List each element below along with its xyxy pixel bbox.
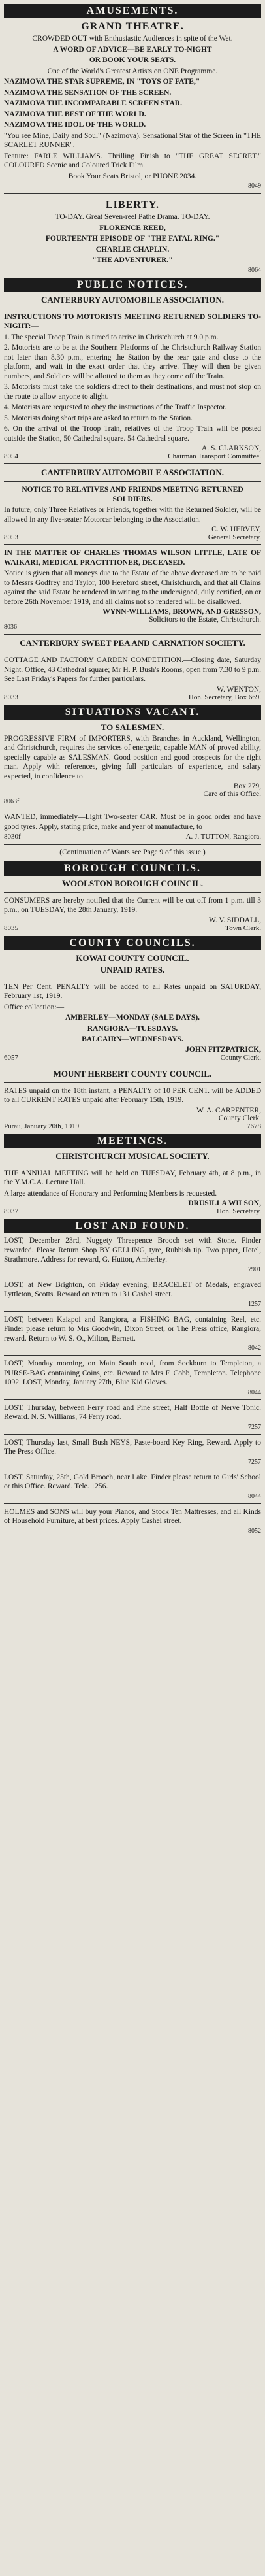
ad-ref: 8049	[248, 182, 261, 190]
meetings-header: MEETINGS.	[4, 1134, 261, 1148]
signature-title: Solicitors to the Estate, Christchurch.	[149, 616, 261, 624]
notice-text: CONSUMERS are hereby notified that the Current will be cut off from 1 p.m. till 3 p.m., on TUESDAY, the 28th January, 1919.	[4, 896, 261, 914]
lost-item	[4, 1473, 261, 1500]
place-date: Purau, January 20th, 1919.	[4, 1122, 81, 1130]
assoc-title: CANTERBURY AUTOMOBILE ASSOCIATION.	[41, 294, 224, 305]
lost-text: LOST, between Kaiapoi and Rangiora, a FISHING BAG, containing Reel, etc. Finder please return to Mrs Goodwin, Dixon Street, or The Press office, Rangiora, reward. Return to W. S. O., Milton, Barnett.	[4, 1315, 261, 1343]
grand-theatre-ad	[4, 34, 261, 190]
signature-title: Hon. Secretary.	[216, 1207, 261, 1215]
lost-item	[4, 1403, 261, 1431]
ref: 6057	[4, 1053, 18, 1062]
place-item: BALCAIRN—WEDNESDAYS.	[82, 1035, 183, 1043]
instruction-item: 2. Motorists are to be at the Southern Platforms of the Christchurch Railway Station not later than 8.30 p.m., entering the Station by the rear gate and close to the platform, and wait in the exact order that they arrive. They will then be given numbers, and Soldiers will be allotted to them as they come off the Train.	[4, 344, 261, 380]
ad-line: NAZIMOVA THE BEST OF THE WORLD.	[4, 110, 146, 118]
box-office: Care of this Office.	[203, 790, 261, 798]
meeting-text: THE ANNUAL MEETING will be held on TUESDAY, February 4th, at 8 p.m., in the Y.M.C.A. Lecture Hall.	[4, 1169, 261, 1186]
unpaid-rates-title: UNPAID RATES.	[100, 964, 165, 975]
ref: 7678	[247, 1122, 261, 1130]
ad-line: NAZIMOVA THE INCOMPARABLE SCREEN STAR.	[4, 99, 182, 107]
ad-line: Book Your Seats Bristol, or PHONE 2034.	[68, 172, 197, 180]
salesmen-text: PROGRESSIVE FIRM of IMPORTERS, with Branches in Auckland, Wellington, and Christchurch, requires the services of energetic, capable MAN of proved ability, specially capable as SALESMAN. Good position and good prospects for the right man. Apply with references, giving full particulars of experience, and salary expected, in confidence to	[4, 734, 261, 780]
lost-text: HOLMES and SONS will buy your Pianos, and Stock Ten Mattresses, and all Kinds of Household Furniture, at best prices. Apply Cashel street.	[4, 1507, 261, 1525]
signature-title: County Clerk.	[218, 1114, 261, 1122]
signature: W. A. CARPENTER,	[196, 1106, 261, 1114]
estate-title: IN THE MATTER OF CHARLES THOMAS WILSON LITTLE, LATE OF WAIKARI, MEDICAL PRACTITIONER, DECEASED.	[4, 549, 261, 567]
signature-title: Hon. Secretary, Box 669.	[188, 693, 261, 701]
ad-line: NAZIMOVA THE SENSATION OF THE SCREEN.	[4, 88, 172, 97]
notice-text: TEN Per Cent. PENALTY will be added to all Rates unpaid on SATURDAY, February 1st, 1919.	[4, 982, 261, 1000]
ad-line: OR BOOK YOUR SEATS.	[89, 56, 176, 64]
county-header: COUNTY COUNCILS.	[4, 936, 261, 950]
society-title: CHRISTCHURCH MUSICAL SOCIETY.	[55, 1150, 210, 1161]
notice-text: In future, only Three Relatives or Friends, together with the Returned Soldier, will be allowed in any five-seater Motorcar belonging to the Association.	[4, 506, 261, 524]
ad-line: NAZIMOVA THE IDOL OF THE WORLD.	[4, 121, 146, 129]
ref: 8044	[248, 1492, 261, 1500]
notice-title: NOTICE TO RELATIVES AND FRIENDS MEETING RETURNED SOLDIERS.	[22, 486, 243, 503]
liberty-line: "THE ADVENTURER."	[92, 256, 173, 264]
ad-line: One of the World's Greatest Artists on ONE Programme.	[47, 67, 218, 75]
liberty-line: FLORENCE REED,	[99, 224, 166, 232]
signature: A. S. CLARKSON,	[201, 444, 261, 452]
lost-text: LOST, Monday morning, on Main South road, from Sockburn to Templeton, a PURSE-BAG containing Coins, etc. Reward to Mrs F. Cobb, Templeton. Telephone 1092. LOST, Monday, January 27th, Blue Kid Gloves.	[4, 1360, 261, 1386]
ref: 8035	[4, 924, 18, 932]
council-title: KOWAI COUNTY COUNCIL.	[76, 952, 189, 963]
lost-text: LOST, Thursday last, Small Bush NEYS, Paste-board Key Ring, Reward. Apply to The Press Office.	[4, 1438, 261, 1456]
signature: W. V. SIDDALL,	[209, 916, 261, 924]
signature: W. WENTON,	[217, 685, 261, 694]
borough-header: BOROUGH COUNCILS.	[4, 861, 261, 876]
liberty-ref: 8064	[248, 266, 261, 274]
ref: 7257	[248, 1458, 261, 1465]
lost-found-header: LOST AND FOUND.	[4, 1219, 261, 1233]
signature: A. J. TUTTON, Rangiora.	[185, 833, 261, 841]
instructions-title: INSTRUCTIONS TO MOTORISTS MEETING RETURNED SOLDIERS TO-NIGHT:—	[4, 312, 261, 330]
liberty-today: TO-DAY. Great Seven-reel Pathe Drama. TO-DAY.	[55, 213, 210, 221]
instruction-item: 3. Motorists must take the soldiers direct to their destinations, and must not stop on the route to allow anyone to alight.	[4, 383, 261, 401]
ref: 8030f	[4, 833, 21, 841]
salesmen-title: TO SALESMEN.	[101, 722, 164, 732]
signature: WYNN-WILLIAMS, BROWN, AND GRESSON,	[102, 608, 261, 616]
signature-title: General Secretary.	[208, 533, 261, 541]
continued-note: (Continuation of Wants see Page 9 of this issue.)	[59, 848, 206, 856]
ad-line: CROWDED OUT with Enthusiastic Audiences in spite of the Wet.	[32, 35, 233, 42]
ref: 8033	[4, 693, 18, 701]
council-title: WOOLSTON BOROUGH COUNCIL.	[61, 878, 204, 888]
instruction-item: 4. Motorists are requested to obey the instructions of the Traffic Inspector.	[4, 403, 227, 411]
assoc-title: CANTERBURY AUTOMOBILE ASSOCIATION.	[41, 467, 224, 477]
signature-title: County Clerk.	[220, 1053, 261, 1062]
lost-text: LOST, December 23rd, Nuggety Threepence Brooch set with Stone. Finder rewarded. Please Return Shop BY GELLING, tyre, Rubbish tip. Two paper, Hotel, Strathmore. Address for reward, G. Hutton, Amberley.	[4, 1237, 261, 1263]
lost-text: LOST, Thursday, between Ferry road and Pine street, Half Bottle of Nerve Tonic. Reward. N. S. Williams, 74 Ferry road.	[4, 1403, 261, 1421]
situations-header: SITUATIONS VACANT.	[4, 705, 261, 720]
council-title: MOUNT HERBERT COUNTY COUNCIL.	[53, 1068, 212, 1079]
lost-item	[4, 1438, 261, 1465]
signature: C. W. HERVEY,	[211, 526, 261, 533]
instruction-item: 5. Motorists doing short trips are asked to return to the Station.	[4, 414, 193, 422]
ad-line: NAZIMOVA THE STAR SUPREME, IN "TOYS OF FATE,"	[4, 78, 200, 86]
instruction-item: 6. On the arrival of the Troop Train, relatives of the Troop Train will be posted outside the Station, 50 Cathedral square. 54 Cathedral square.	[4, 425, 261, 443]
amusements-header: AMUSEMENTS.	[4, 4, 261, 18]
ref: 7257	[248, 1423, 261, 1431]
newspaper-page	[4, 4, 261, 1535]
estate-text: Notice is given that all moneys due to the Estate of the above deceased are to be paid to Messrs Godfrey and Taylor, 100 Hereford street, Christchurch, and that all Claims against the said Estate be rendered in writing to the undersigned, duly certified, on or before 26th November 1919, and all claims not so rendered will be disallowed.	[4, 569, 261, 606]
signature-title: Chairman Transport Committee.	[168, 452, 261, 460]
place-item: RANGIORA—TUESDAYS.	[87, 1024, 178, 1033]
ref: 8052	[248, 1527, 261, 1535]
ref: 8063f	[4, 798, 20, 805]
liberty-line: CHARLIE CHAPLIN.	[95, 245, 170, 254]
lost-text: LOST, Saturday, 25th, Gold Brooch, near Lake. Finder please return to Girls' School or this Office. Reward. Tele. 1256.	[4, 1473, 261, 1490]
ref: 7901	[248, 1265, 261, 1273]
meeting-text: A large attendance of Honorary and Performing Members is requested.	[4, 1189, 217, 1197]
wanted-text: WANTED, immediately—Light Two-seater CAR. Must be in good order and have good tyres. Apply, stating price, make and year of manufacture, to	[4, 813, 261, 831]
lost-text: LOST, at New Brighton, on Friday evening, BRACELET of Medals, engraved Lyttleton, Scotts. Reward on return to 131 Cashel street.	[4, 1280, 261, 1298]
collection-label: Office collection:—	[4, 1003, 65, 1011]
signature: DRUSILLA WILSON,	[188, 1199, 261, 1207]
box-number: Box 279,	[233, 782, 261, 790]
public-notices-header: PUBLIC NOTICES.	[4, 278, 261, 292]
ad-line: Feature: FARLE WILLIAMS. Thrilling Finish to "THE GREAT SECRET." COLOURED Scenic and Coloured Trick Film.	[4, 152, 261, 169]
ad-line: A WORD OF ADVICE—BE EARLY TO-NIGHT	[53, 45, 212, 54]
lost-item	[4, 1280, 261, 1308]
lost-item	[4, 1359, 261, 1396]
place-item: AMBERLEY—MONDAY (SALE DAYS).	[65, 1014, 200, 1022]
ref: 8044	[248, 1388, 261, 1396]
ref: 8042	[248, 1345, 261, 1352]
ref: 1257	[248, 1300, 261, 1308]
grand-theatre-title: GRAND THEATRE.	[81, 21, 184, 32]
notice-text: RATES unpaid on the 18th instant, a PENALTY of 10 PER CENT. will be ADDED to all CURRENT RATES unpaid after February 15th, 1919.	[4, 1086, 261, 1104]
lost-item	[4, 1507, 261, 1535]
ref: 8053	[4, 533, 18, 541]
signature: JOHN FITZPATRICK,	[185, 1045, 261, 1054]
instruction-item: 1. The special Troop Train is timed to arrive in Christchurch at 9.0 p.m.	[4, 333, 219, 341]
lost-item	[4, 1236, 261, 1273]
notice-text: COTTAGE AND FACTORY GARDEN COMPETITION.—Closing date, Saturday Night. Office, 43 Cathedral square; Mr H. P. Bush's Rooms, open from 7.30 to 9 p.m. See Last Friday's Papers for further particulars.	[4, 656, 261, 683]
ad-line: "You see Mine, Daily and Soul" (Nazimova). Sensational Star of the Screen in "THE SCARLET RUNNER".	[4, 131, 261, 149]
society-title: CANTERBURY SWEET PEA AND CARNATION SOCIETY.	[20, 638, 245, 648]
liberty-title: LIBERTY.	[106, 199, 159, 210]
signature-title: Town Clerk.	[225, 924, 261, 932]
liberty-line: FOURTEENTH EPISODE OF "THE FATAL RING."	[45, 235, 220, 243]
ref: 8054	[4, 452, 18, 460]
lost-item	[4, 1315, 261, 1352]
ref: 8037	[4, 1207, 18, 1215]
ref: 8036	[4, 624, 17, 631]
